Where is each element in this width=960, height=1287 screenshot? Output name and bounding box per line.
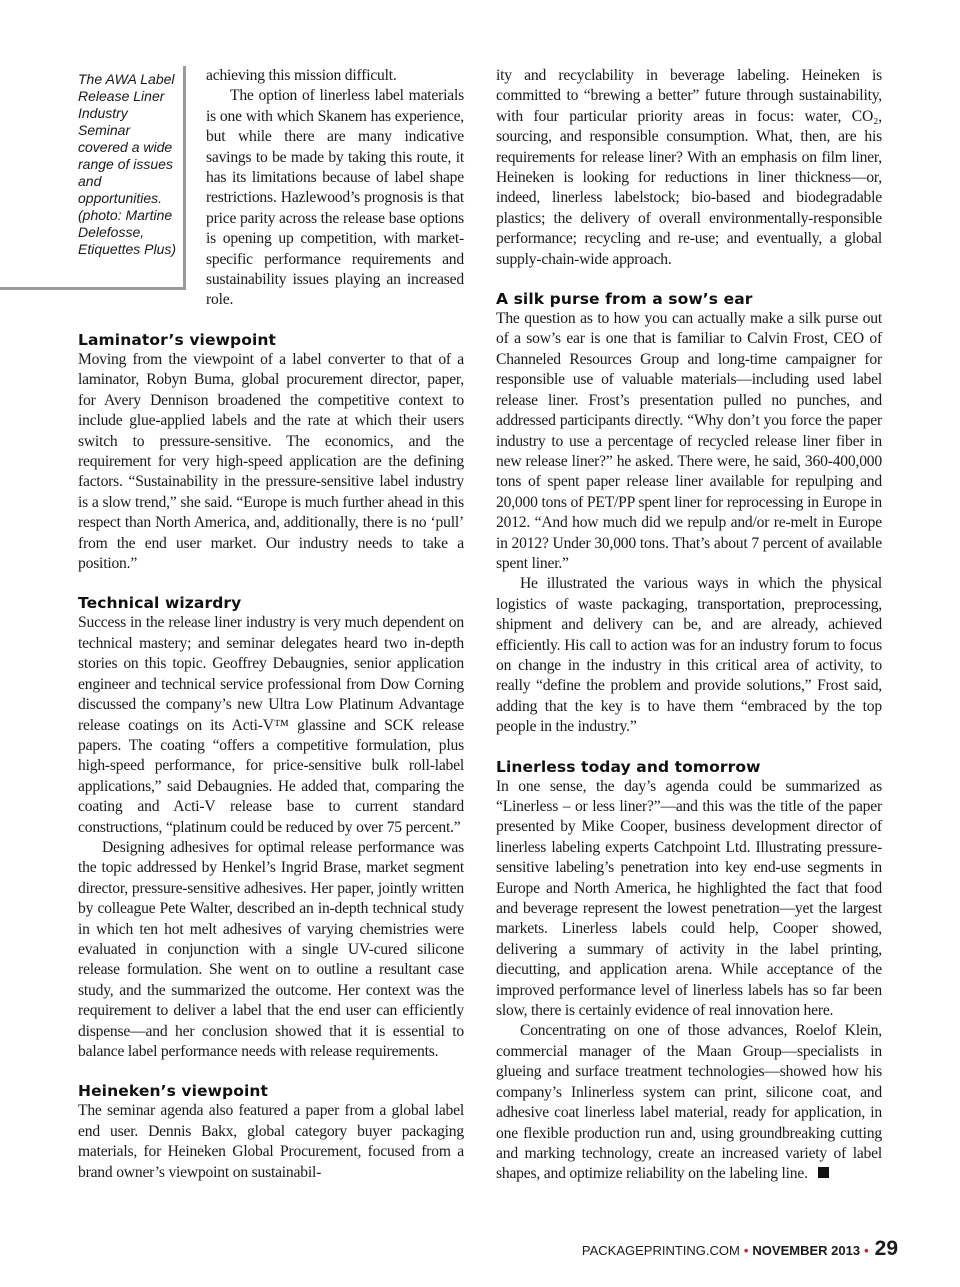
bullet-icon: • bbox=[864, 1243, 869, 1258]
column-left bbox=[78, 331, 464, 1183]
column-right bbox=[496, 66, 882, 1185]
heading-silk-purse: A silk purse from a sow’s ear bbox=[496, 290, 753, 309]
heading-laminators-viewpoint: Laminator’s viewpoint bbox=[78, 331, 277, 349]
page-footer bbox=[582, 1237, 898, 1261]
paragraph: Moving from the viewpoint of a label converter to that of a laminator, Robyn Buma, global procurement director, paper, for Avery Dennison broadened the competitive context to include glue-applied labels and the rate at which their users switch to pressure-sensitive. The economics, and the requirement for very high-speed application are the defining factors. “Sustainability in the pressure-sensitive label industry is a slow trend,” she said. “Europe is much further ahead in this respect than North America, and, additionally, there is no ‘pull’ from the end user market. Our industry needs to take a position.” bbox=[78, 351, 464, 573]
page-number: 29 bbox=[874, 1237, 898, 1260]
paragraph: The question as to how you can actually make a silk purse out of a sow’s ear is one that is familiar to Calvin Frost, CEO of Channeled Resources Group and long-time campaigner for responsible use of valuable materials—including used label release liner. Frost’s presentation pulled no punches, and addressed participants directly. “Why don’t you force the paper industry to use a percentage of recycled release liner fiber in new release liner?” he asked. There were, he said, 360-400,000 tons of spent paper release liner available for repulping and 20,000 tons of PET/PP spent liner for reprocessing in Europe in 2012. “And how much did we repulp and/or re-melt in Europe in 2012? Under 30,000 tons. That’s about 7 percent of available spent liner.” bbox=[496, 310, 882, 572]
paragraph: Designing adhesives for optimal release performance was the topic addressed by Henkel’s Ingrid Brase, market segment director, pressure-sensitive adhesives. Her paper, jointly written by colleague Pete Walter, described an in-depth technical study in which ten hot melt adhesives of varying chemistries were evaluated in conjunction with a single UV-cured silicone release formulation. She went on to outline a resultant case study, and the summarized the outcome. Her context was the requirement to deliver a label that the end user can efficiently dispense—and her conclusion showed that it is essential to balance label performance needs with release requirements. bbox=[78, 838, 464, 1060]
paragraph: The option of linerless label materials is one with which Skanem has experience, but while there are many indicative savings to be made by taking this route, it has its limitations because of label shape restrictions. Hazlewood’s prognosis is that price parity across the release base options is opening up competition, with market-specific performance requirements and sustainability issues playing an increased role. bbox=[206, 87, 464, 309]
footer-issue: NOVEMBER 2013 bbox=[752, 1243, 861, 1258]
paragraph: The seminar agenda also featured a paper from a global label end user. Dennis Bakx, global category buyer packaging materials, for Heineken Global Procurement, focused from a brand owner’s viewpoint on sustainabil- bbox=[78, 1102, 464, 1181]
paragraph: In one sense, the day’s agenda could be summarized as “Linerless – or less liner?”—and this was the title of the paper presented by Mike Cooper, business development director of linerless labeling experts Catchpoint Ltd. Illustrating pressure-sensitive labeling’s penetration into key end-use segments in Europe and North America, he highlighted the fact that food and beverage represent the lowest penetration—yet the largest markets. Linerless labels could help, Cooper showed, delivering a summary of activity in the label printing, diecutting, and application arena. While acceptance of the improved performance level of linerless labels has so far been slow, there is certainly evidence of real innovation here. bbox=[496, 777, 882, 1020]
paragraph-last bbox=[496, 1021, 882, 1184]
paragraph: achieving this mission difficult. bbox=[206, 67, 397, 84]
column-top-middle bbox=[206, 66, 464, 311]
paragraph: He illustrated the various ways in which the physical logistics of waste packaging, transportation, preprocessing, shipment and delivery can be, and are already, achieved efficiently. His call to action was for an industry forum to focus on change in the industry in this critical area of activity, to really “define the problem and provide solutions,” Frost said, adding that the key is to have them “embraced by the top people in the industry.” bbox=[496, 575, 882, 736]
heading-heinekens-viewpoint: Heineken’s viewpoint bbox=[78, 1082, 269, 1101]
photo-caption: The AWA Label Release Liner Industry Seminar covered a wide range of issues and opportunities. (photo: Martine Delefosse, Etiquettes Plus) bbox=[78, 71, 177, 257]
paragraph: Success in the release liner industry is very much dependent on technical mastery; and seminar delegates heard two in-depth stories on this topic. Geoffrey Debaugnies, senior application engineer and technical service professional from Dow Corning discussed the company’s new Ultra Low Platinum Advantage release coatings on its Acti-V™ glassine and SCK release papers. The coating “offers a competitive formulation, plus high-speed performance, for price-sensitive bulk roll-label applications,” said Debaugnies. He added that, comparing the coating and Acti-V release base to current standard constructions, “platinum could be reduced by over 75 percent.” bbox=[78, 614, 464, 836]
footer-site: PACKAGEPRINTING.COM bbox=[581, 1243, 740, 1258]
bullet-icon: • bbox=[743, 1243, 749, 1258]
heading-linerless-today: Linerless today and tomorrow bbox=[496, 757, 761, 776]
paragraph: ity and recyclability in beverage labeling. Heineken is committed to “brewing a better” future through sustainability, with four particular priority areas in focus: water, CO₂, sourcing, and responsible consumption. What, then, are his requirements for release liner? With an emphasis on film liner, Heineken is looking for reductions in liner thickness—or, indeed, linerless labelstock; bio-based and biodegradable plastics; the delivery of overall environmentally-responsible performance; recycling and re-use; and eventually, a global supply-chain-wide approach. bbox=[496, 67, 882, 268]
heading-technical-wizardry: Technical wizardry bbox=[78, 594, 242, 613]
paragraph-text: Concentrating on one of those advances, Roelof Klein, commercial manager of the Maan Group—specialists in glueing and surface treatment technologies—showed how his company’s Inlinerless system can print, silicone coat, and adhesive coat linerless label material, ready for application, in one flexible production run and, using groundbreaking cutting and marking technology, create an increased variety of label shapes, and optimize reliability on the labeling line. bbox=[496, 1022, 882, 1183]
end-mark-icon bbox=[818, 1167, 829, 1178]
